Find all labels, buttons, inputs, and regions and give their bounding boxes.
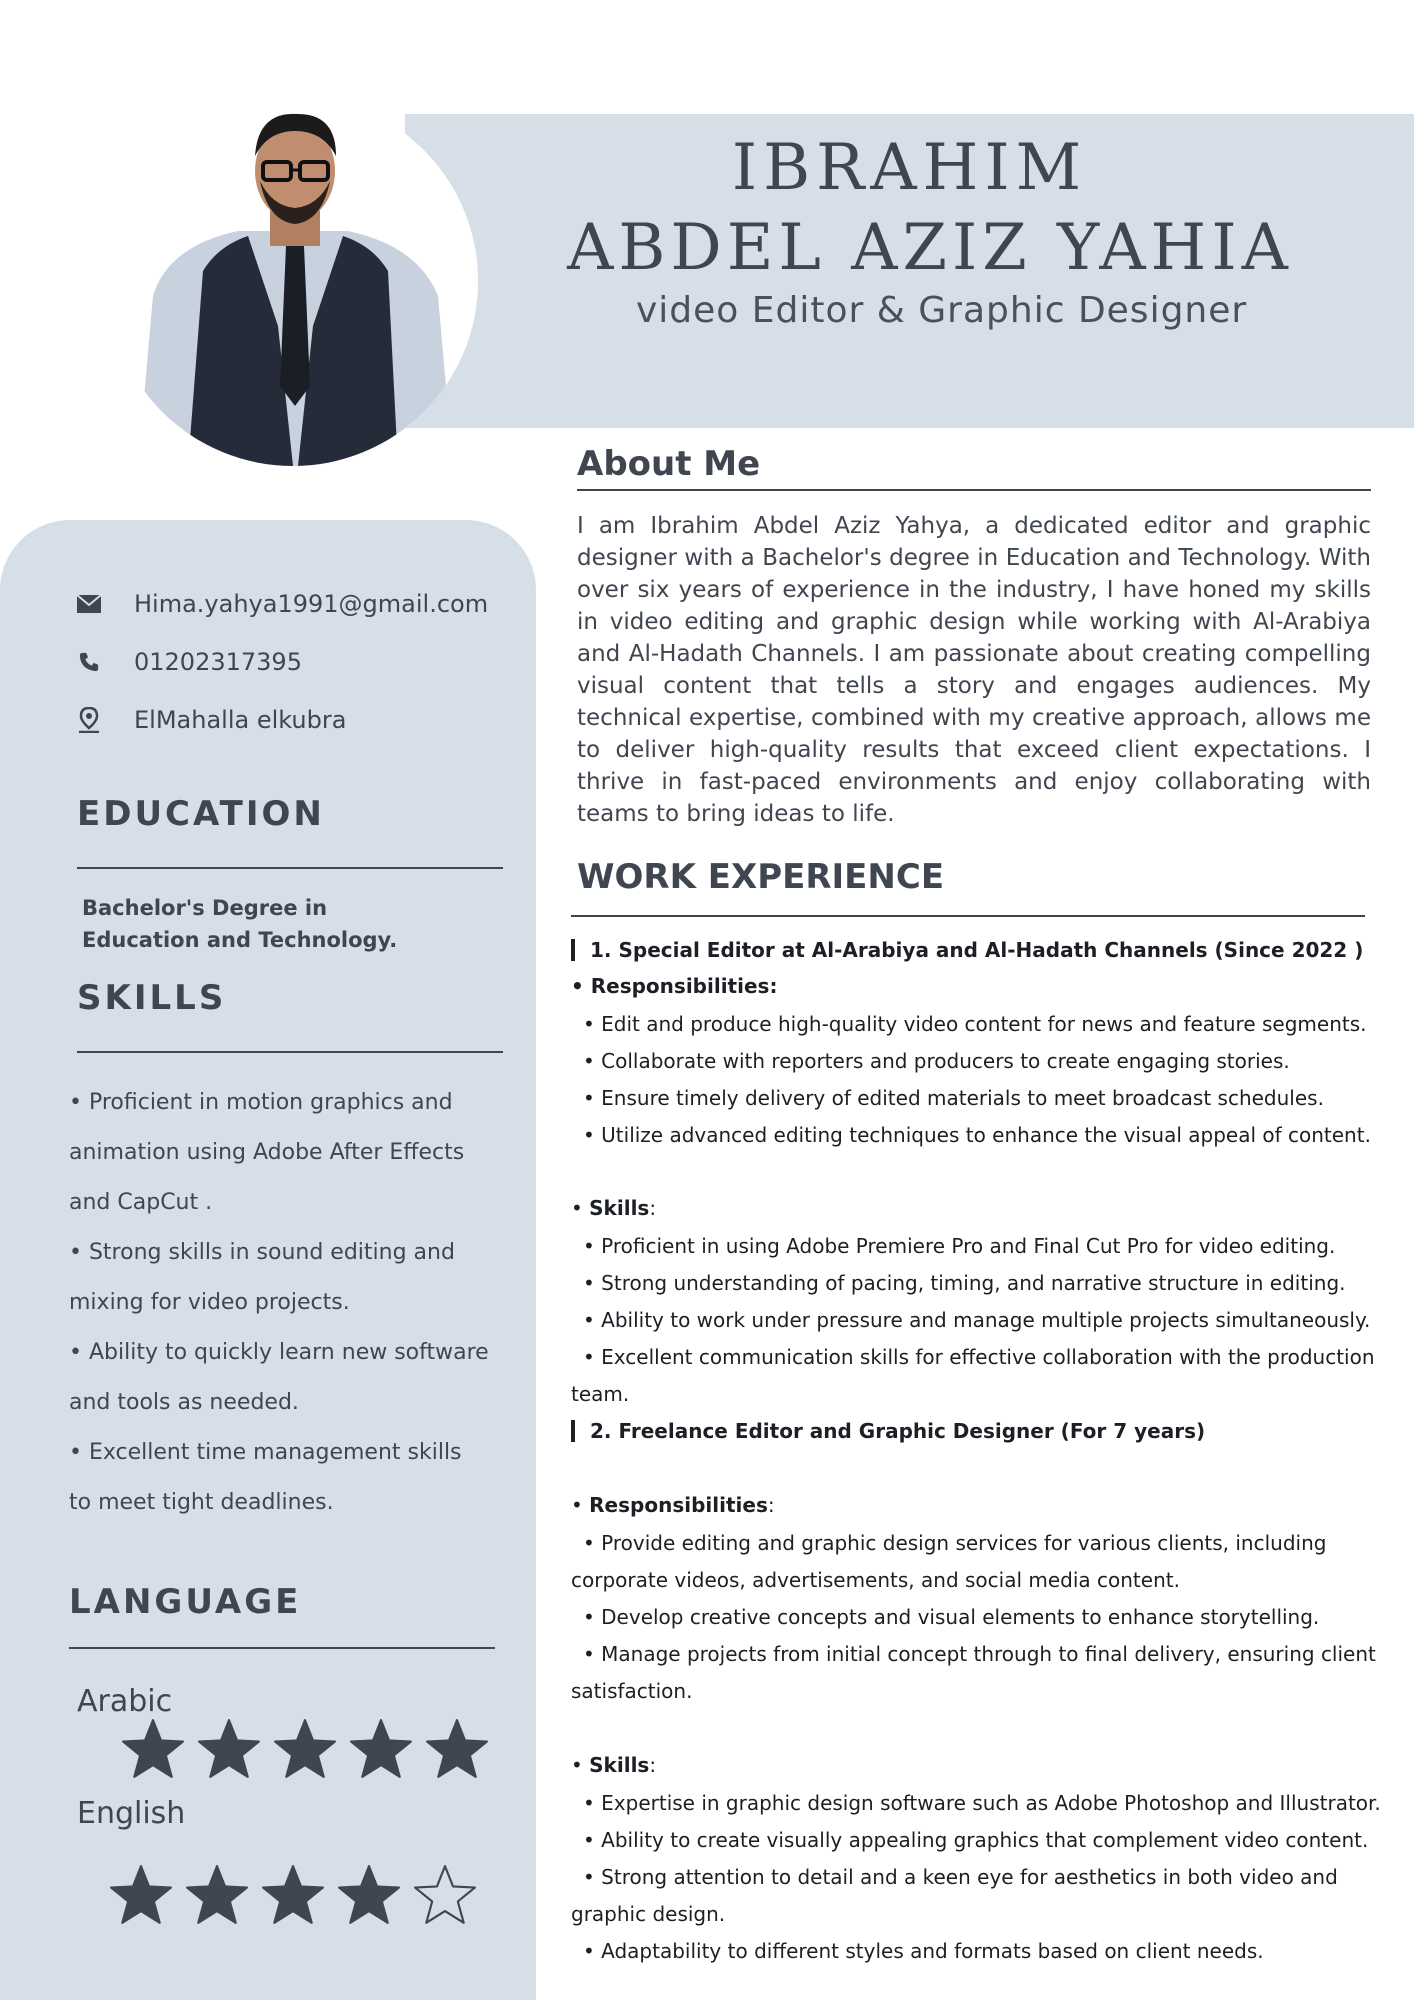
contact-email[interactable]: [76, 590, 488, 618]
skill-line: mixing for video projects.: [69, 1290, 350, 1315]
skill-line: and CapCut .: [69, 1190, 213, 1215]
star-filled-icon: [108, 1864, 174, 1926]
star-filled-icon: [272, 1718, 338, 1780]
job2-skill-item: • Strong attention to detail and a keen eye for aesthetics in both video and: [583, 1865, 1338, 1889]
job1-resp-item: • Collaborate with reporters and producers to create engaging stories.: [583, 1049, 1290, 1073]
contact-location: [76, 706, 346, 734]
about-text: I am Ibrahim Abdel Aziz Yahya, a dedicated editor and graphic designer with a Bachelor's degree in Education and Technology. With over six years of experience in the industry, I have honed my skills in video editing and graphic design while working with Al-Arabiya and Al-Hadath Channels. I am passionate about creating compelling visual content that tells a story and engages audiences. My technical expertise, combined with my creative approach, allows me to deliver high-quality results that exceed client expectations. I thrive in fast-paced environments and enjoy collaborating with teams to bring ideas to life.: [577, 513, 1371, 827]
job2-skill-item: • Expertise in graphic design software such as Adobe Photoshop and Illustrator.: [583, 1791, 1381, 1815]
language-english-rating: [108, 1864, 488, 1926]
job1-title: 1. Special Editor at Al-Arabiya and Al-Hadath Channels (Since 2022 ): [590, 938, 1364, 962]
job1-skill-wrap: team.: [571, 1382, 630, 1406]
name-first: IBRAHIM: [731, 131, 1088, 205]
skill-line: animation using Adobe After Effects: [69, 1140, 465, 1165]
star-filled-icon: [336, 1864, 402, 1926]
name-last: ABDEL AZIZ YAHIA: [567, 211, 1293, 285]
skill-line: • Ability to quickly learn new software: [69, 1340, 489, 1365]
skill-line: and tools as needed.: [69, 1390, 299, 1415]
star-filled-icon: [184, 1864, 250, 1926]
job1-skill-item: • Excellent communication skills for effective collaboration with the production: [583, 1345, 1375, 1369]
skill-line: • Proficient in motion graphics and: [69, 1090, 453, 1115]
star-filled-icon: [348, 1718, 414, 1780]
envelope-icon: [76, 591, 102, 617]
job2-title: 2. Freelance Editor and Graphic Designer (For 7 years): [590, 1419, 1206, 1443]
job2-resp-wrap: corporate videos, advertisements, and social media content.: [571, 1568, 1180, 1592]
colon: :: [767, 1493, 775, 1517]
about-divider: [577, 489, 1371, 491]
location-text: ElMahalla elkubra: [134, 706, 347, 734]
bullet: •: [571, 1196, 590, 1220]
job1-resp-item: • Edit and produce high-quality video content for news and feature segments.: [583, 1012, 1367, 1036]
language-arabic-label: Arabic: [77, 1684, 173, 1719]
phone-text: 01202317395: [134, 648, 302, 676]
language-heading: LANGUAGE: [69, 1582, 302, 1622]
contact-phone[interactable]: [76, 648, 302, 676]
job1-resp-item: • Ensure timely delivery of edited materials to meet broadcast schedules.: [583, 1086, 1324, 1110]
skills-heading: SKILLS: [77, 978, 227, 1018]
job2-resp-item: • Manage projects from initial concept through to final delivery, ensuring client: [583, 1642, 1376, 1666]
skills-label: Skills: [589, 1753, 650, 1777]
about-heading: About Me: [577, 444, 761, 484]
star-outline-icon: [412, 1864, 478, 1926]
job-marker: [571, 1420, 575, 1442]
job2-resp-wrap: satisfaction.: [571, 1679, 693, 1703]
job2-resp-label: [571, 1492, 775, 1518]
star-filled-icon: [120, 1718, 186, 1780]
email-text: Hima.yahya1991@gmail.com: [134, 590, 489, 618]
resp-label: Responsibilities: [589, 1493, 768, 1517]
skills-label: Skills: [589, 1196, 650, 1220]
phone-icon: [76, 649, 102, 675]
job1-resp-label: • Responsibilities:: [571, 974, 778, 998]
education-divider: [77, 867, 503, 869]
bullet: •: [571, 1493, 590, 1517]
colon: :: [649, 1196, 657, 1220]
location-pin-icon: [76, 707, 102, 733]
job-marker: [571, 939, 575, 961]
colon: :: [649, 1753, 657, 1777]
education-degree: Bachelor's Degree in Education and Technology.: [82, 896, 398, 952]
skill-line: to meet tight deadlines.: [69, 1490, 334, 1515]
job1-skills-label: [571, 1195, 656, 1221]
job2-skills-label: [571, 1752, 656, 1778]
skill-line: • Excellent time management skills: [69, 1440, 462, 1465]
education-heading: EDUCATION: [77, 794, 325, 834]
job2-resp-item: • Develop creative concepts and visual elements to enhance storytelling.: [583, 1605, 1320, 1629]
job2-skill-item: • Ability to create visually appealing graphics that complement video content.: [583, 1828, 1369, 1852]
star-filled-icon: [260, 1864, 326, 1926]
job2-skill-wrap: graphic design.: [571, 1902, 726, 1926]
job1-skill-item: • Ability to work under pressure and manage multiple projects simultaneously.: [583, 1308, 1371, 1332]
skills-divider: [77, 1051, 503, 1053]
job1-skill-item: • Strong understanding of pacing, timing, and narrative structure in editing.: [583, 1271, 1346, 1295]
language-english-label: English: [77, 1796, 186, 1831]
work-divider: [571, 915, 1365, 917]
bullet: •: [571, 1753, 590, 1777]
job1-resp-item: • Utilize advanced editing techniques to enhance the visual appeal of content.: [583, 1123, 1371, 1147]
job-title: video Editor & Graphic Designer: [636, 290, 1248, 331]
skill-line: • Strong skills in sound editing and: [69, 1240, 455, 1265]
job1-skill-item: • Proficient in using Adobe Premiere Pro and Final Cut Pro for video editing.: [583, 1234, 1336, 1258]
language-arabic-rating: [120, 1718, 500, 1780]
star-filled-icon: [424, 1718, 490, 1780]
job2-resp-item: • Provide editing and graphic design services for various clients, including: [583, 1531, 1327, 1555]
star-filled-icon: [196, 1718, 262, 1780]
language-divider: [69, 1647, 495, 1649]
job2-skill-item: • Adaptability to different styles and formats based on client needs.: [583, 1939, 1264, 1963]
skills-list: [69, 1078, 509, 1528]
work-heading: WORK EXPERIENCE: [577, 857, 945, 897]
